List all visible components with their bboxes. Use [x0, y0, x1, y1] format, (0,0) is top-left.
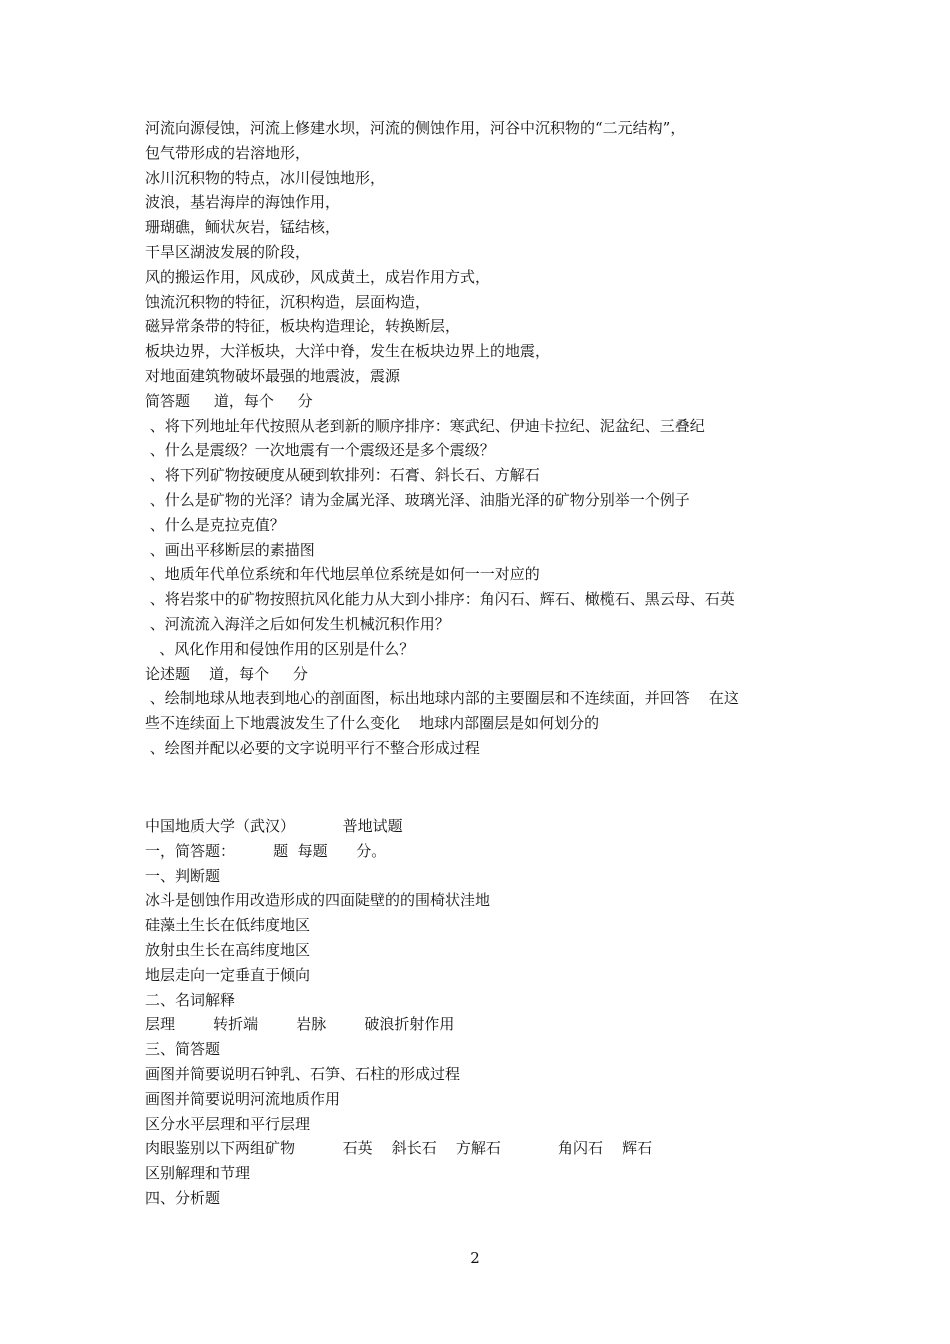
text-line-13: 、将下列地址年代按照从老到新的顺序排序：寒武纪、伊迪卡拉纪、泥盆纪、三叠纪 — [145, 416, 705, 435]
text-line-26: 、绘图并配以必要的文字说明平行不整合形成过程 — [145, 738, 480, 757]
text-line-24: 、绘制地球从地表到地心的剖面图，标出地球内部的主要圈层和不连续面，并回答 在这 — [145, 689, 739, 708]
exam-line-5: 硅藻土生长在低纬度地区 — [145, 916, 311, 935]
text-line-4: 波浪，基岩海岸的海蚀作用， — [145, 193, 341, 212]
exam-line-16: 四、分析题 — [145, 1188, 221, 1207]
text-line-23: 论述题 道，每个 分 — [145, 664, 308, 683]
exam-line-4: 冰斗是刨蚀作用改造形成的四面陡壁的的围椅状洼地 — [145, 891, 491, 910]
text-line-3: 冰川沉积物的特点，冰川侵蚀地形， — [145, 168, 386, 187]
text-line-20: 、将岩浆中的矿物按照抗风化能力从大到小排序：角闪石、辉石、橄榄石、黑云母、石英 — [145, 590, 735, 609]
text-line-19: 、地质年代单位系统和年代地层单位系统是如何一一对应的 — [145, 565, 540, 584]
exam-line-8: 二、名词解释 — [145, 990, 236, 1009]
exam-line-13: 区分水平层理和平行层理 — [145, 1114, 311, 1133]
text-line-14: 、什么是震级？一次地震有一个震级还是多个震级？ — [145, 441, 495, 460]
exam-line-2: 一，简答题： 题 每题 分。 — [145, 841, 387, 860]
text-line-11: 对地面建筑物破坏最强的地震波，震源 — [145, 366, 401, 385]
text-line-15: 、将下列矿物按硬度从硬到软排列：石膏、斜长石、方解石 — [145, 466, 540, 485]
exam-line-14: 肉眼鉴别以下两组矿物 石英 斜长石 方解石 角闪石 辉石 — [145, 1139, 653, 1158]
exam-line-9: 层理 转折端 岩脉 破浪折射作用 — [145, 1015, 455, 1034]
text-line-7: 风的搬运作用，风成砂，风成黄土，成岩作用方式， — [145, 267, 491, 286]
text-line-17: 、什么是克拉克值？ — [145, 515, 285, 534]
text-line-22: 、风化作用和侵蚀作用的区别是什么？ — [145, 639, 415, 658]
exam-line-6: 放射虫生长在高纬度地区 — [145, 940, 311, 959]
exam-line-12: 画图并简要说明河流地质作用 — [145, 1089, 341, 1108]
exam-line-7: 地层走向一定垂直于倾向 — [145, 965, 311, 984]
text-line-12: 简答题 道，每个 分 — [145, 391, 313, 410]
exam-text-block — [145, 814, 825, 1211]
text-line-8: 蚀流沉积物的特征，沉积构造，层面构造， — [145, 292, 431, 311]
exam-line-11: 画图并简要说明石钟乳、石笋、石柱的形成过程 — [145, 1064, 461, 1083]
text-line-1: 河流向源侵蚀，河流上修建水坝，河流的侧蚀作用，河谷中沉积物的“二元结构”， — [145, 119, 686, 137]
text-line-16: 、什么是矿物的光泽？请为金属光泽、玻璃光泽、油脂光泽的矿物分别举一个例子 — [145, 490, 690, 509]
text-line-6: 干旱区湖波发展的阶段， — [145, 242, 311, 261]
exam-line-1: 中国地质大学（武汉） 普地试题 — [145, 817, 403, 835]
text-line-10: 板块边界，大洋板块，大洋中脊，发生在板块边界上的地震， — [145, 342, 551, 361]
text-line-2: 包气带形成的岩溶地形， — [145, 143, 311, 162]
text-line-5: 珊瑚礁，鲕状灰岩，锰结核， — [145, 218, 341, 237]
text-line-18: 、画出平移断层的素描图 — [145, 540, 315, 559]
exam-line-3: 一、判断题 — [145, 866, 221, 885]
text-line-9: 磁异常条带的特征，板块构造理论，转换断层， — [145, 317, 461, 336]
text-line-25: 些不连续面上下地震波发生了什么变化 地球内部圈层是如何划分的 — [145, 714, 600, 733]
exam-line-10: 三、简答题 — [145, 1040, 221, 1059]
page-number: 2 — [470, 1249, 480, 1267]
text-line-21: 、河流流入海洋之后如何发生机械沉积作用？ — [145, 614, 450, 633]
exam-line-15: 区别解理和节理 — [145, 1164, 251, 1183]
top-text-block — [145, 116, 825, 761]
